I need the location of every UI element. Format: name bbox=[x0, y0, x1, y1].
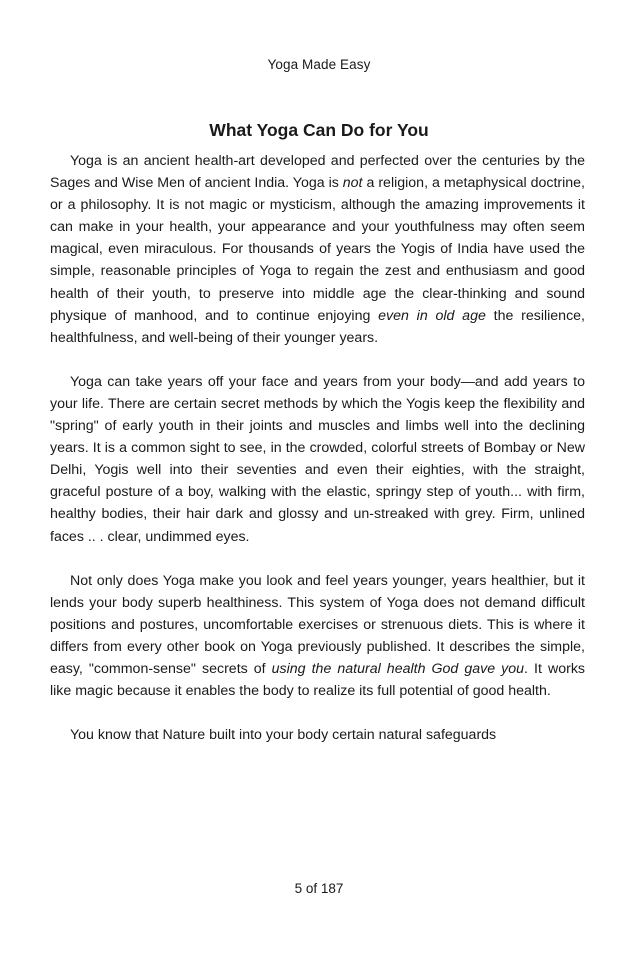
text-segment: Not only does Yoga make you look and feel years younger, years healthier, but it lends your body superb healthiness. This system of Yoga does not demand difficult positions and postures, uncomfortable exercises or strenuous diets. This is where it differs from every other book on Yoga previously published. It describes the simple, easy, "common-sense" secrets of bbox=[50, 572, 585, 677]
paragraph bbox=[50, 724, 585, 746]
italic-text: not bbox=[342, 175, 363, 192]
body-text bbox=[50, 150, 585, 746]
text-segment: You know that Nature built into your body certain natural safeguards bbox=[70, 727, 497, 744]
paragraph bbox=[50, 371, 585, 548]
text-segment: Yoga is an ancient health-art developed and perfected over the centuries by the Sages and Wise Men of ancient India. Yoga is bbox=[50, 153, 585, 192]
page-number: 5 of 187 bbox=[294, 881, 344, 896]
text-segment: . It works like magic because it enables the body to realize its full potential of good health. bbox=[50, 660, 586, 700]
italic-text: even in old age bbox=[378, 307, 486, 324]
text-segment: Yoga can take years off your face and years from your body—and add years to your life. There are certain secret methods by which the Yogis keep the flexibility and "spring" of early youth in their joints and muscles and limbs well into the declining years. It is a common sight to see, in the crowded, colorful streets of Bombay or New Delhi, Yogis well into their seventies and even their eighties, with the straight, graceful posture of a boy, walking with the elastic, springy step of youth... with firm, healthy bodies, their hair dark and glossy and un-streaked with grey. Firm, unlined faces .. . clear, undimmed eyes. bbox=[50, 373, 585, 545]
chapter-title: What Yoga Can Do for You bbox=[209, 120, 429, 140]
italic-text: using the natural health God gave you bbox=[271, 660, 525, 677]
paragraph bbox=[50, 150, 585, 349]
text-segment: the resilience, healthfulness, and well-being of their younger years. bbox=[50, 307, 585, 346]
running-header: Yoga Made Easy bbox=[267, 57, 371, 72]
paragraph bbox=[50, 570, 585, 703]
text-segment: a religion, a metaphysical doctrine, or a philosophy. It is not magic or mysticism, although the amazing improvements it can make in your health, your appearance and your youthfulness may often seem magical, even miraculous. For thousands of years the Yogis of India have used the simple, reasonable principles of Yoga to regain the zest and enthusiasm and good health of their youth, to preserve into middle age the clear-thinking and sound physique of manhood, and to continue enjoying bbox=[50, 175, 585, 324]
